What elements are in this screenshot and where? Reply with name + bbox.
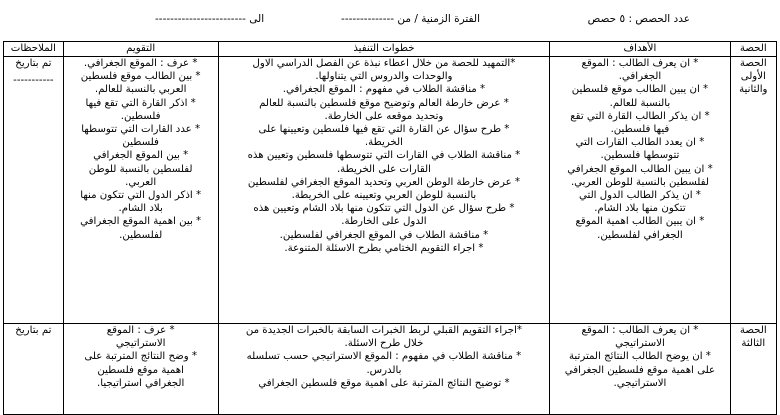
evaluation-cell [63,324,218,415]
cell-line: * بين الطالب موقع فلسطين [80,71,201,83]
header-objectives: الأهداف [550,42,730,57]
cell-line: * ان يعدد الطالب القارات التي [575,137,705,149]
cell-line: * بين الموقع الجغرافي [93,150,189,162]
cell-line: * بين اهمية الموقع الجغرافي [80,216,202,228]
notes-cell [4,57,64,324]
time-period-from: الفترة الزمنية / من -------------- [341,13,480,25]
cell-line: بالدرس. [366,364,402,376]
table-row [4,57,777,324]
cell-line: * ان يذكر الطالب القارة التي تقع [570,110,710,122]
cell-line: فيها فلسطين. [610,124,670,136]
cell-line: الاستراتيجي [615,338,665,350]
cell-line: الأولى [740,71,766,83]
cell-line: بلاد الشام. [118,203,163,215]
cell-line: خلال طرح الاسئلة. [344,338,424,350]
cell-line: بالنسبة للعالم. [609,97,671,109]
cell-line: * مناقشة الطلاب في الموقع الجغرافي لفلسطين. [279,229,489,241]
cell-line: تتكون منها بلاد الشام. [594,203,686,215]
cell-line: * ان يذكر الطالب الدول التي [579,190,701,202]
cell-line: تم بتاريخ [15,58,52,69]
steps-cell [218,324,550,415]
cell-line: والثانية [739,84,768,96]
cell-line: * ان يوضح الطالب النتائج المترتبة [568,351,711,363]
cell-line: * ان يعرف الطالب : الموقع [581,58,699,69]
cell-line: * عرض خارطة الوطن العربي وتحديد الموقع الجغرافي لفلسطين [247,176,521,188]
cell-line: * طرح سؤال عن الدول التي تتكون منها بلاد الشام وتعيين هذه [253,203,515,215]
cell-line: * مناقشة الطلاب في مفهوم : الموقع الجغرافي. [282,84,486,96]
header-session: الحصة [730,42,776,57]
cell-line: * توضيح النتائج المترتبة على اهمية موقع فلسطين الجغرافي [258,377,510,389]
cell-line: الجغرافي. [618,71,662,83]
cell-line: * طرح سؤال عن القارة التي تقع فيها فلسطين وتعيينها على [258,124,510,136]
steps-cell [218,57,550,324]
header-steps: خطوات التنفيذ [218,42,550,57]
header-evaluation: التقويم [63,42,218,57]
cell-line: لفلسطين بالنسبة للوطن العربي. [570,176,709,188]
cell-line: * اذكر القارة التي تقع فيها [85,97,196,109]
session-cell [730,324,776,415]
cell-line: * ان يبين الطالب الموقع الجغرافي [567,163,713,175]
cell-line: *التمهيد للحصة من خلال اعطاء نبذة عن الفصل الدراسي الاول [252,58,516,69]
evaluation-cell [63,57,218,324]
cell-line: * عرف : الموقع [106,325,175,336]
cell-line: العربي بالنسبة للعالم. [94,84,187,96]
cell-line: الجغرافي استراتيجيا. [97,377,185,389]
cell-line: * عدد القارات التي تتوسطها [81,124,201,136]
cell-line: * عرف : الموقع الجغرافي. [83,58,198,69]
cell-line: * اذكر الدول التي تتكون منها [80,190,202,202]
cell-line: الاستراتيجي. [613,377,667,389]
cell-line: بالنسبة للوطن العربي وتعيينه على الخريطة. [291,190,477,202]
cell-line: الحصة [739,325,767,336]
cell-line: *اجراء التقويم القبلي لربط الخبرات السابقة بالخبرات الجديدة من [245,325,523,336]
objectives-cell [550,57,730,324]
cell-line: * عرض خارطة العالم وتوضيح موقع فلسطين بالنسبة للعالم [259,97,509,109]
cell-line: * ان يعرف الطالب : الموقع [581,325,699,336]
cell-line: * اجراء التقويم الختامي بطرح الاسئلة المتنوعة. [284,242,484,254]
cell-line: والوحدات والدروس التي يتناولها. [315,71,453,83]
lesson-plan-table [3,41,777,415]
table-header-row [4,42,777,57]
cell-line: * مناقشة الطلاب في القارات التي تتوسطها فلسطين وتعيين هذه [247,150,521,162]
session-count: عدد الحصص : ٥ حصص [587,13,690,25]
session-cell [730,57,776,324]
objectives-cell [550,324,730,415]
cell-line: تتوسطها فلسطين. [600,150,680,162]
cell-line: اهمية موقع فلسطين [97,364,184,376]
cell-line: * ان يبين الطالب اهمية الموقع [575,216,705,228]
cell-line: على اهمية موقع فلسطين الجغرافي [564,364,716,376]
cell-line: * وضح النتائج المترتبة على [84,351,197,363]
table-row [4,324,777,415]
cell-line: العربي. [125,176,157,188]
cell-line: فلسطين. [120,110,161,122]
plan-header [0,10,780,28]
notes-cell [4,324,64,415]
cell-line: تم بتاريخ [15,325,52,336]
cell-line: القارات على الخريطة. [336,163,431,175]
cell-line: الاستراتيجي [115,338,166,350]
cell-line: الثالثة [741,338,766,350]
cell-line: ----------- [13,75,54,87]
cell-line: الجغرافي لفلسطين. [597,229,683,241]
cell-line: * مناقشة الطلاب في مفهوم : الموقع الاستراتيجي حسب تسلسله [246,351,522,363]
cell-line: لفلسطين. [119,229,163,241]
time-period-to: الى ------------------------ [155,13,265,25]
cell-line: لفلسطين بالنسبة للوطن [88,163,193,175]
cell-line: وتحديد موقعه على الخارطة. [324,110,444,122]
cell-line: الدول على الخارطة. [341,216,427,228]
cell-line: الخريطة. [364,137,403,149]
cell-line: * ان يبين الطالب موقع فلسطين [571,84,709,96]
cell-line: فلسطين [122,137,159,149]
header-notes: الملاحظات [4,42,64,57]
cell-line: الحصة [739,58,767,69]
